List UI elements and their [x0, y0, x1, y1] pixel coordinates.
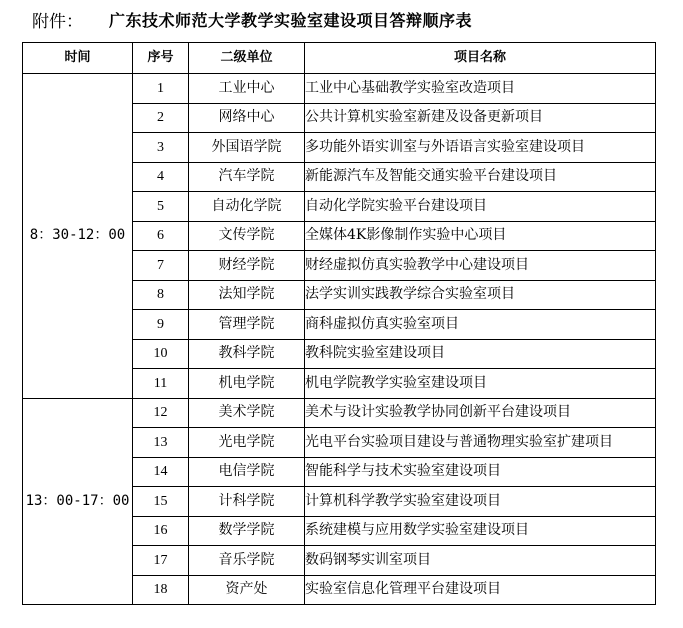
project-name: 商科虚拟仿真实验室项目	[305, 310, 656, 340]
project-name: 系统建模与应用数学实验室建设项目	[305, 516, 656, 546]
unit-name: 外国语学院	[189, 133, 305, 163]
unit-name: 法知学院	[189, 280, 305, 310]
unit-name: 音乐学院	[189, 546, 305, 576]
sequence-number: 2	[133, 103, 189, 133]
project-name: 全媒体4K影像制作实验中心项目	[305, 221, 656, 251]
header-unit: 二级单位	[189, 43, 305, 74]
project-name: 财经虚拟仿真实验教学中心建设项目	[305, 251, 656, 281]
unit-name: 管理学院	[189, 310, 305, 340]
schedule-table	[22, 42, 656, 605]
project-name: 法学实训实践教学综合实验室项目	[305, 280, 656, 310]
project-name: 数码钢琴实训室项目	[305, 546, 656, 576]
project-name: 机电学院教学实验室建设项目	[305, 369, 656, 399]
sequence-number: 6	[133, 221, 189, 251]
sequence-number: 11	[133, 369, 189, 399]
sequence-number: 17	[133, 546, 189, 576]
unit-name: 财经学院	[189, 251, 305, 281]
project-name: 新能源汽车及智能交通实验平台建设项目	[305, 162, 656, 192]
sequence-number: 3	[133, 133, 189, 163]
unit-name: 自动化学院	[189, 192, 305, 222]
project-name: 自动化学院实验平台建设项目	[305, 192, 656, 222]
document-title	[32, 6, 472, 32]
unit-name: 机电学院	[189, 369, 305, 399]
sequence-number: 10	[133, 339, 189, 369]
unit-name: 教科学院	[189, 339, 305, 369]
session-time: 13：00-17：00	[23, 398, 133, 605]
table-row	[23, 398, 656, 428]
unit-name: 美术学院	[189, 398, 305, 428]
attachment-label: 附件：	[32, 11, 83, 32]
project-name: 公共计算机实验室新建及设备更新项目	[305, 103, 656, 133]
unit-name: 工业中心	[189, 74, 305, 104]
sequence-number: 12	[133, 398, 189, 428]
sequence-number: 16	[133, 516, 189, 546]
project-name: 多功能外语实训室与外语语言实验室建设项目	[305, 133, 656, 163]
project-name: 工业中心基础教学实验室改造项目	[305, 74, 656, 104]
unit-name: 光电学院	[189, 428, 305, 458]
header-time: 时间	[23, 43, 133, 74]
sequence-number: 1	[133, 74, 189, 104]
sequence-number: 18	[133, 575, 189, 605]
unit-name: 网络中心	[189, 103, 305, 133]
project-name: 美术与设计实验教学协同创新平台建设项目	[305, 398, 656, 428]
header-seq: 序号	[133, 43, 189, 74]
project-name: 光电平台实验项目建设与普通物理实验室扩建项目	[305, 428, 656, 458]
unit-name: 计科学院	[189, 487, 305, 517]
project-name: 智能科学与技术实验室建设项目	[305, 457, 656, 487]
sequence-number: 7	[133, 251, 189, 281]
project-name: 实验室信息化管理平台建设项目	[305, 575, 656, 605]
project-name: 教科院实验室建设项目	[305, 339, 656, 369]
unit-name: 数学学院	[189, 516, 305, 546]
sequence-number: 4	[133, 162, 189, 192]
table-row	[23, 74, 656, 104]
header-project: 项目名称	[305, 43, 656, 74]
session-time: 8：30-12：00	[23, 74, 133, 399]
unit-name: 资产处	[189, 575, 305, 605]
unit-name: 文传学院	[189, 221, 305, 251]
sequence-number: 15	[133, 487, 189, 517]
table-title: 广东技术师范大学教学实验室建设项目答辩顺序表	[109, 10, 473, 30]
sequence-number: 14	[133, 457, 189, 487]
project-name: 计算机科学教学实验室建设项目	[305, 487, 656, 517]
unit-name: 汽车学院	[189, 162, 305, 192]
schedule-body	[23, 74, 656, 605]
sequence-number: 5	[133, 192, 189, 222]
sequence-number: 9	[133, 310, 189, 340]
sequence-number: 8	[133, 280, 189, 310]
unit-name: 电信学院	[189, 457, 305, 487]
header-row	[23, 43, 656, 74]
sequence-number: 13	[133, 428, 189, 458]
